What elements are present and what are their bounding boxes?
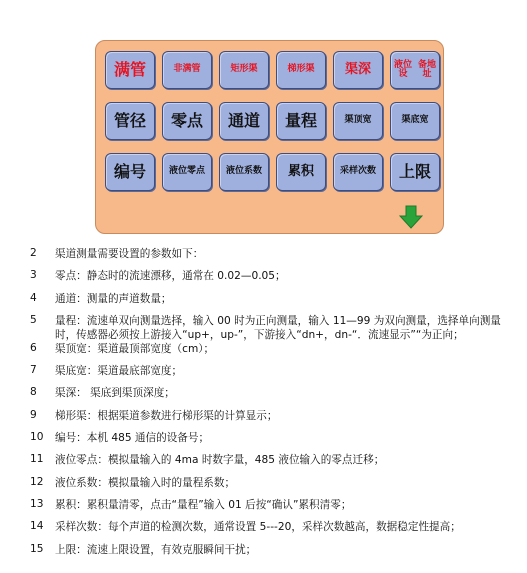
item-text: 渠道测量需要设置的参数如下： (55, 248, 204, 260)
item-text: 渠底宽：渠道最底部宽度； (55, 365, 183, 378)
item-number: 9 (30, 408, 37, 421)
item-number: 14 (30, 520, 44, 533)
key-label: 备地址 (417, 59, 436, 79)
item-number: 11 (30, 453, 44, 466)
item-text: 梯形渠：根据渠道参数进行梯形渠的计算显示； (55, 409, 278, 422)
key-label: 次数 (358, 166, 377, 177)
description-item (30, 314, 520, 342)
item-number: 4 (30, 291, 37, 304)
key-label: 梯形渠 (287, 64, 315, 75)
description-item (30, 386, 520, 408)
item-number: 10 (30, 431, 44, 444)
key-label: 矩形渠 (230, 64, 258, 75)
key-label: 渠底宽 (401, 115, 429, 126)
item-text: 渠顶宽：渠道最顶部宽度（cm）； (55, 342, 215, 355)
key-button[interactable] (219, 51, 269, 89)
key-button[interactable] (390, 51, 440, 89)
description-item (30, 247, 520, 269)
key-button[interactable] (276, 102, 326, 140)
key-button[interactable] (219, 153, 269, 191)
key-label: 零点 (187, 166, 206, 177)
item-number: 6 (30, 341, 37, 354)
key-label: 渠顶宽 (344, 115, 372, 126)
item-number: 8 (30, 386, 37, 399)
keypad-grid (105, 51, 440, 191)
key-button[interactable] (162, 153, 212, 191)
key-button[interactable] (333, 102, 383, 140)
description-item (30, 364, 520, 386)
item-text: 液位系数：模拟量输入时的量程系数； (55, 476, 236, 489)
key-button[interactable] (162, 51, 212, 89)
description-item (30, 543, 520, 565)
key-label: 通道 (227, 110, 260, 130)
key-label: 上限 (398, 161, 431, 181)
description-item (30, 476, 520, 498)
parameter-description-list (30, 247, 520, 565)
item-number: 7 (30, 364, 37, 377)
description-item (30, 453, 520, 475)
description-item (30, 520, 520, 542)
item-number: 12 (30, 475, 44, 488)
key-button[interactable] (333, 51, 383, 89)
key-button[interactable] (162, 102, 212, 140)
key-label: 液位 (225, 166, 244, 177)
item-text: 上限：流速上限设置，有效克服瞬间干扰； (55, 543, 257, 556)
item-text: 零点：静态时的流速漂移，通常在 0.02—0.05； (55, 270, 286, 283)
key-button[interactable] (333, 153, 383, 191)
description-item (30, 431, 520, 453)
item-text: 通道：测量的声道数量； (55, 292, 172, 305)
key-label: 液位 (168, 166, 187, 177)
key-button[interactable] (105, 153, 155, 191)
item-number: 3 (30, 269, 37, 282)
key-label: 满管 (113, 59, 146, 79)
item-number: 15 (30, 542, 44, 555)
description-item (30, 292, 520, 314)
item-number: 13 (30, 497, 44, 510)
key-label: 累积 (287, 164, 314, 180)
key-label: 采样 (339, 166, 358, 177)
key-label: 非满管 (173, 64, 201, 75)
description-item (30, 498, 520, 520)
item-text: 量程：流速单双向测量选择，输入 00 时为正向测量，输入 11—99 为双向测量，选择单向测量时，传感器必须按上游接入“up+，up-”，下游接入“dn+，dn-“．流速显示”“为正向； (55, 314, 501, 341)
item-number: 5 (30, 313, 37, 326)
description-item (30, 269, 520, 291)
item-text: 累积：累积量清零，点击“量程”输入 01 后按“确认”累积清零； (55, 498, 352, 511)
key-button[interactable] (105, 102, 155, 140)
key-label: 零点 (170, 110, 203, 130)
description-item (30, 342, 520, 364)
item-number: 2 (30, 247, 37, 259)
key-button[interactable] (390, 153, 440, 191)
item-text: 液位零点：模拟量输入的 4ma 时数字量，485 液位输入的零点迁移； (55, 454, 385, 467)
key-label: 系数 (244, 166, 263, 177)
key-label: 管径 (113, 110, 146, 130)
key-button[interactable] (219, 102, 269, 140)
key-button[interactable] (105, 51, 155, 89)
item-text: 采样次数：每个声道的检测次数，通常设置 5---20，采样次数越高，数据稳定性提高； (55, 521, 461, 534)
key-button[interactable] (276, 153, 326, 191)
item-text: 编号：本机 485 通信的设备号； (55, 432, 210, 445)
key-label: 编号 (113, 161, 146, 181)
keypad-panel (95, 40, 444, 234)
key-label: 液位设 (393, 59, 412, 79)
key-button[interactable] (390, 102, 440, 140)
down-arrow-icon[interactable] (399, 205, 423, 229)
key-label: 量程 (284, 110, 317, 130)
key-label: 渠深 (344, 62, 371, 78)
item-text: 渠深： 渠底到渠顶深度； (55, 387, 175, 400)
description-item (30, 409, 520, 431)
key-button[interactable] (276, 51, 326, 89)
